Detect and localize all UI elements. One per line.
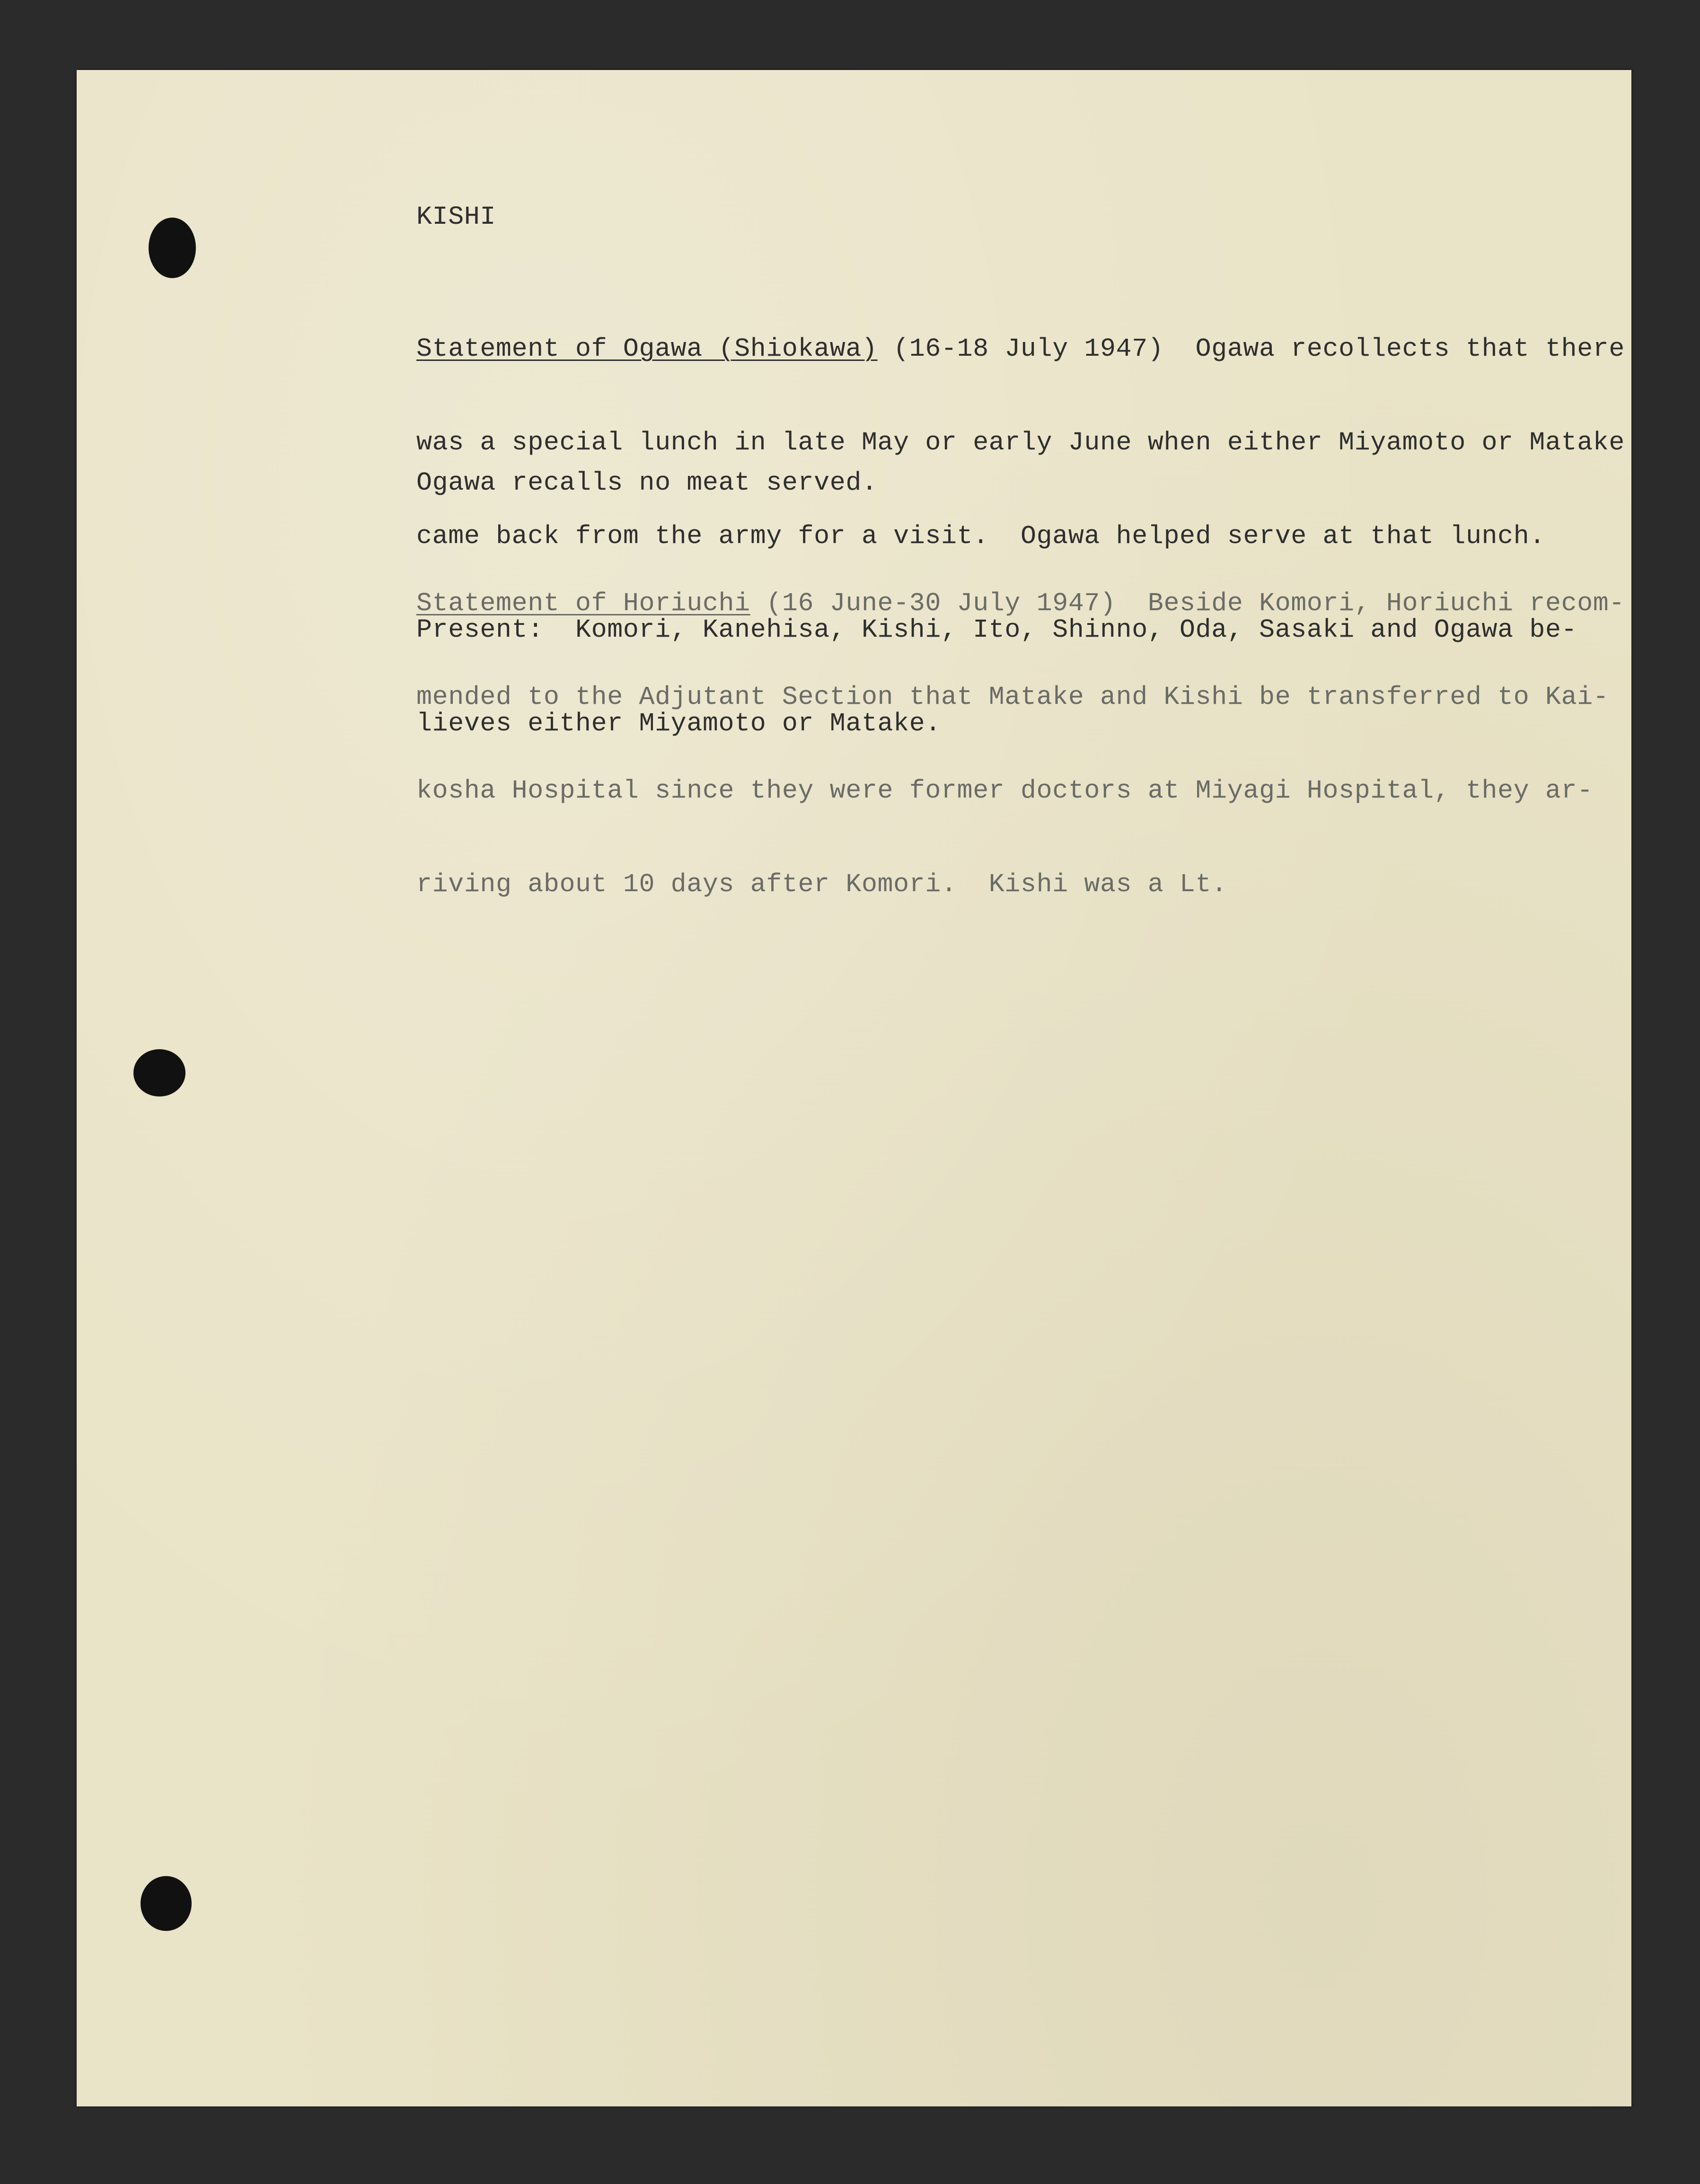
paragraph-meat: Ogawa recalls no meat served. (416, 468, 878, 498)
text-line: riving about 10 days after Komori. Kishi was a Lt. (416, 869, 1227, 899)
text-line: kosha Hospital since they were former doctors at Miyagi Hospital, they ar- (416, 776, 1593, 806)
text-line: mended to the Adjutant Section that Matake and Kishi be transferred to Kai- (416, 682, 1609, 712)
text-line: came back from the army for a visit. Ogawa helped serve at that lunch. (416, 521, 1545, 551)
statement-title: Statement of Ogawa (Shiokawa) (416, 334, 878, 364)
text-line-segment: (16-18 July 1947) Ogawa recollects that there (877, 334, 1625, 364)
text-line: was a special lunch in late May or early June when either Miyamoto or Matake (416, 428, 1625, 457)
binder-hole-bottom (141, 1876, 192, 1931)
binder-hole-middle (133, 1049, 185, 1096)
binder-hole-top (149, 218, 196, 278)
paragraph-horiuchi-statement (416, 526, 1625, 963)
statement-title: Statement of Horiuchi (416, 588, 750, 618)
text-line (416, 588, 1625, 619)
text-line: Present: Komori, Kanehisa, Kishi, Ito, Shinno, Oda, Sasaki and Ogawa be- (416, 615, 1577, 645)
document-page (77, 70, 1631, 2106)
text-line: lieves either Miyamoto or Matake. (416, 709, 941, 738)
text-line (416, 333, 1625, 365)
text-line-segment: (16 June-30 July 1947) Beside Komori, Horiuchi recom- (750, 588, 1625, 618)
document-heading: KISHI (416, 202, 496, 232)
